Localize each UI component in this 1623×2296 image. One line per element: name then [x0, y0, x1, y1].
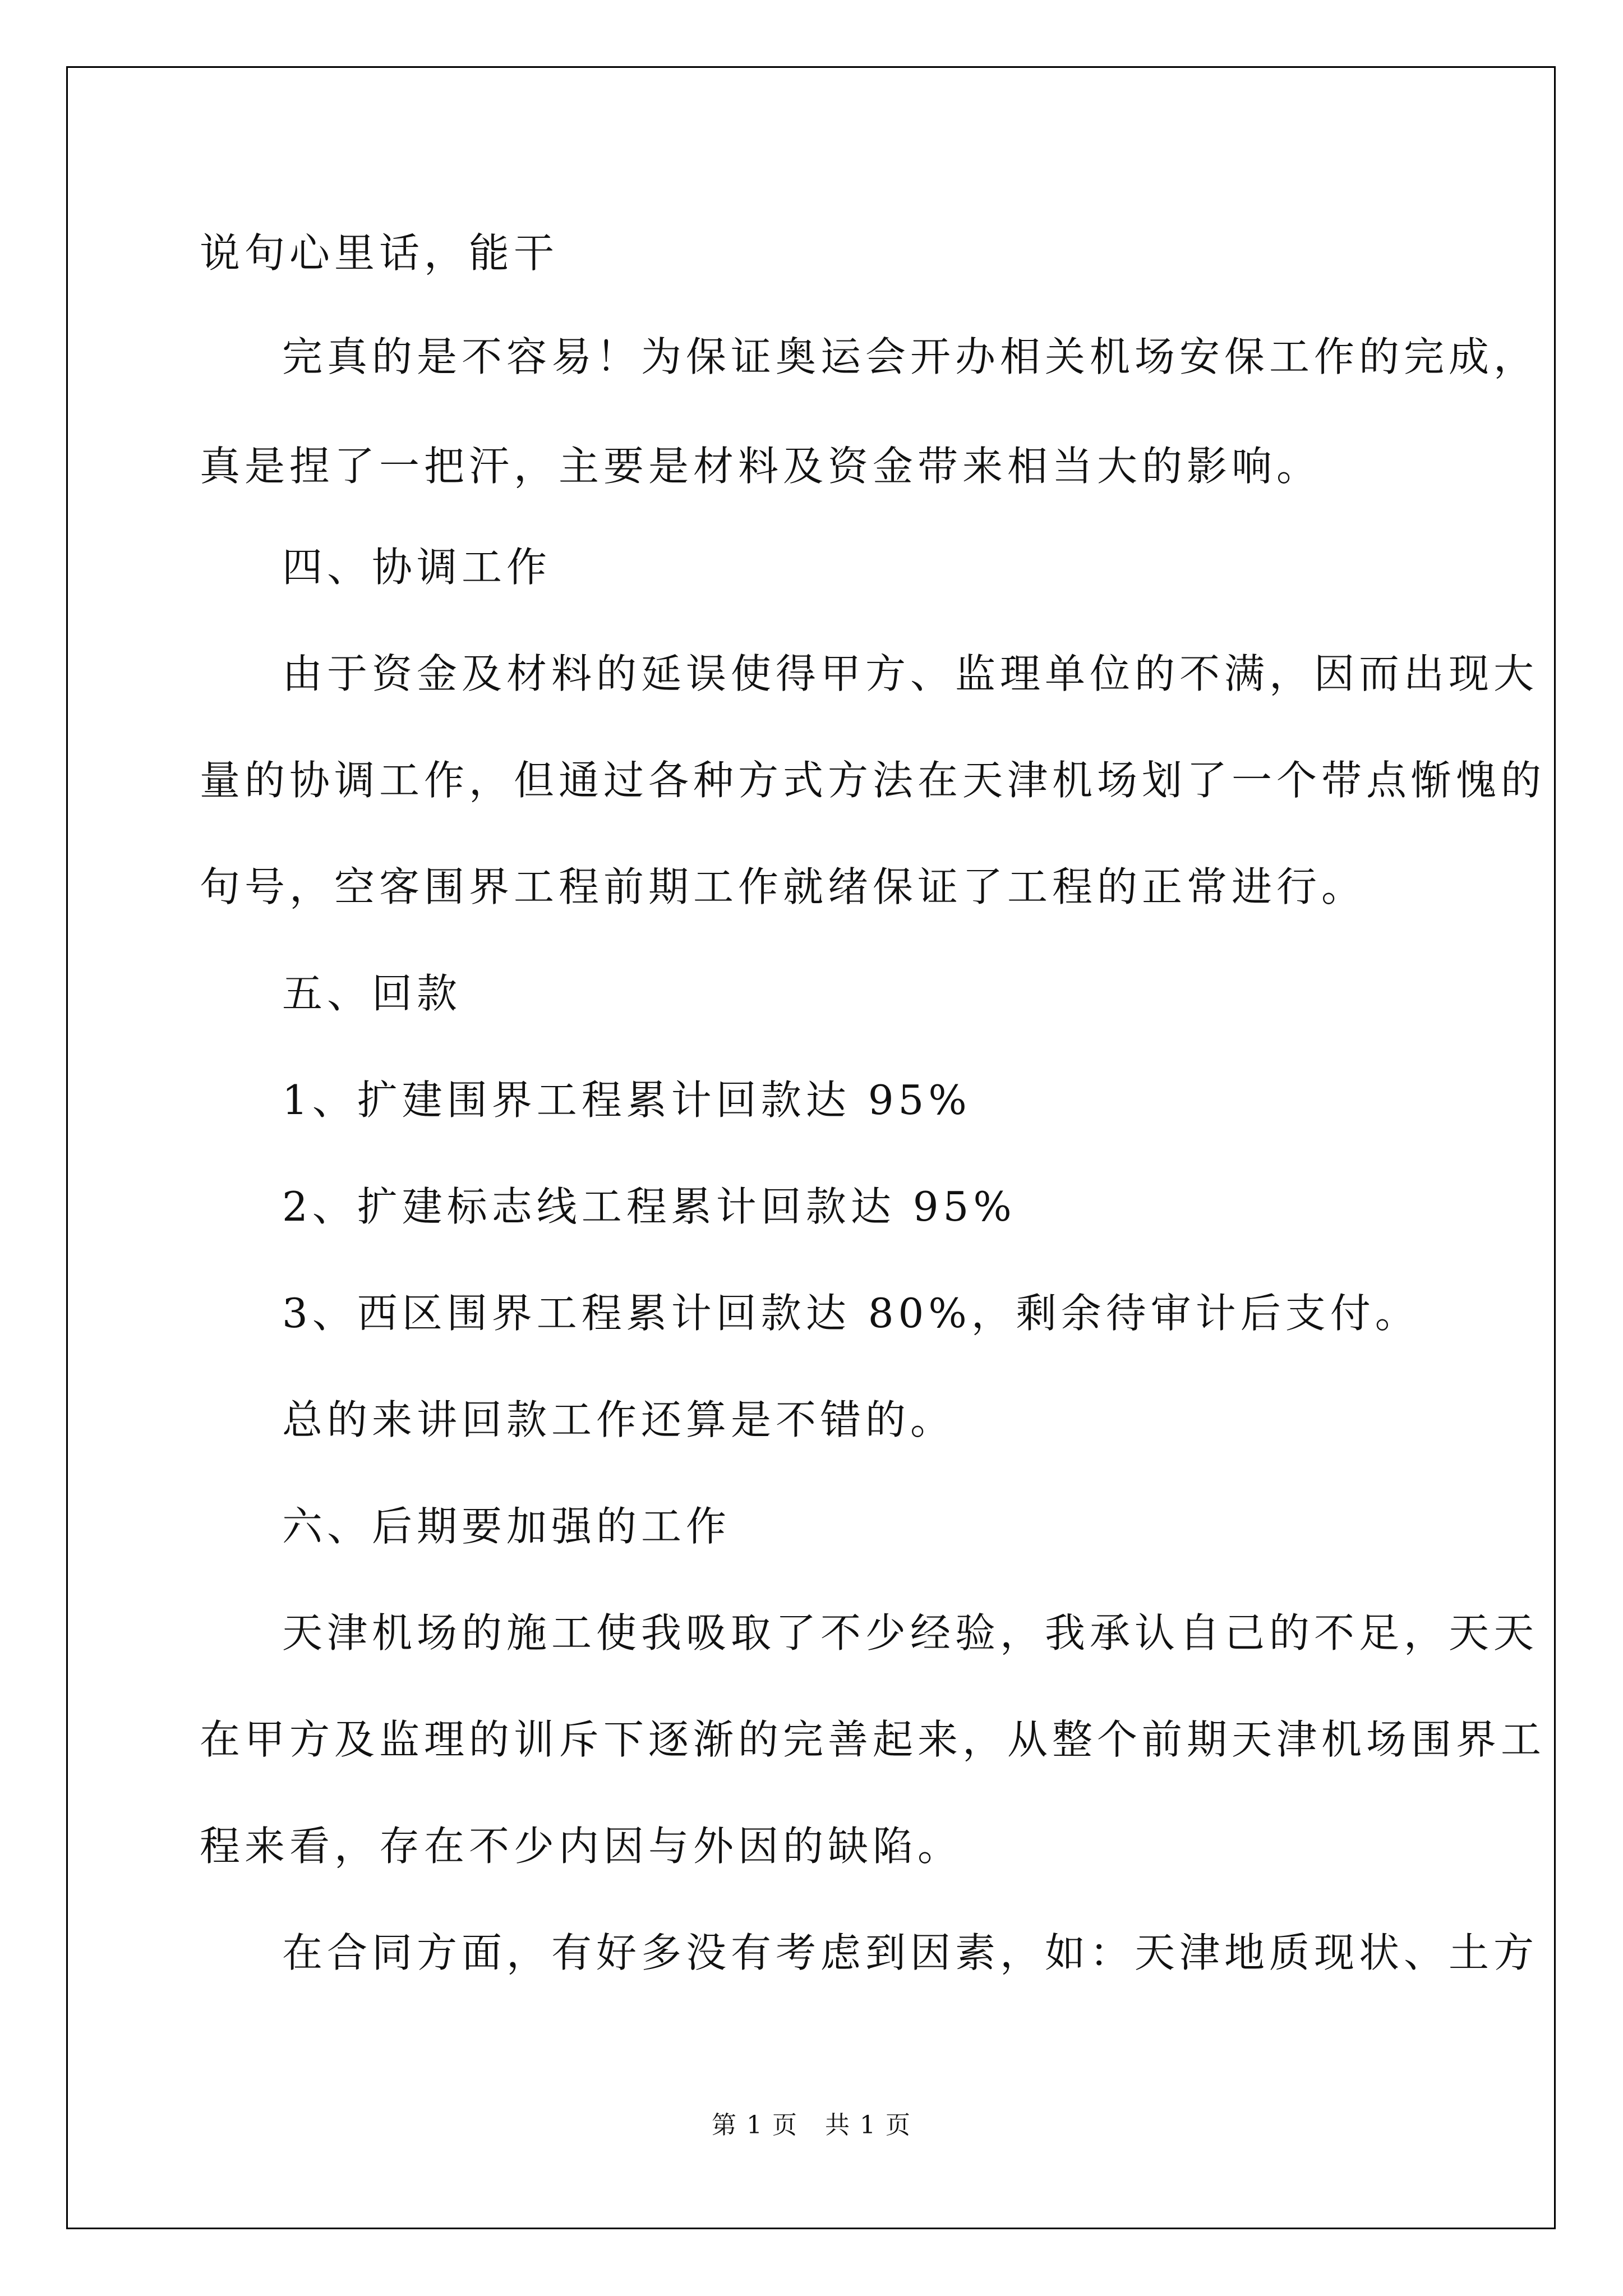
paragraph-line: 总的来讲回款工作还算是不错的。: [282, 1396, 956, 1443]
section-heading: 五、回款: [282, 970, 462, 1017]
section-heading: 六、后期要加强的工作: [282, 1503, 731, 1550]
paragraph-line: 程来看，存在不少内因与外因的缺陷。: [200, 1823, 963, 1870]
page-footer: [0, 2105, 1623, 2141]
paragraph-line: 量的协调工作，但通过各种方式方法在天津机场划了一个带点惭愧的: [200, 757, 1546, 804]
page-number: 第 1 页: [712, 2111, 798, 2139]
list-item: 1、扩建围界工程累计回款达 95%: [282, 1076, 971, 1124]
paragraph-line: 句号，空客围界工程前期工作就绪保证了工程的正常进行。: [200, 863, 1367, 910]
section-heading: 四、协调工作: [282, 544, 552, 591]
paragraph-line: 真是捏了一把汗，主要是材料及资金带来相当大的影响。: [200, 443, 1322, 490]
paragraph-line: 完真的是不容易！为保证奥运会开办相关机场安保工作的完成，: [282, 333, 1539, 380]
paragraph-line: 由于资金及材料的延误使得甲方、监理单位的不满，因而出现大: [282, 650, 1539, 697]
page-border: [66, 66, 1556, 2229]
paragraph-line: 天津机场的施工使我吸取了不少经验，我承认自己的不足，天天: [282, 1609, 1539, 1657]
list-item: 3、西区围界工程累计回款达 80%，剩余待审计后支付。: [282, 1290, 1420, 1337]
paragraph-line: 在合同方面，有好多没有考虑到因素，如：天津地质现状、土方: [282, 1929, 1539, 1976]
list-item: 2、扩建标志线工程累计回款达 95%: [282, 1183, 1016, 1230]
paragraph-line: 在甲方及监理的训斥下逐渐的完善起来，从整个前期天津机场围界工: [200, 1716, 1546, 1763]
page-total: 共 1 页: [825, 2111, 911, 2139]
paragraph-line: 说句心里话，能干: [200, 229, 559, 277]
